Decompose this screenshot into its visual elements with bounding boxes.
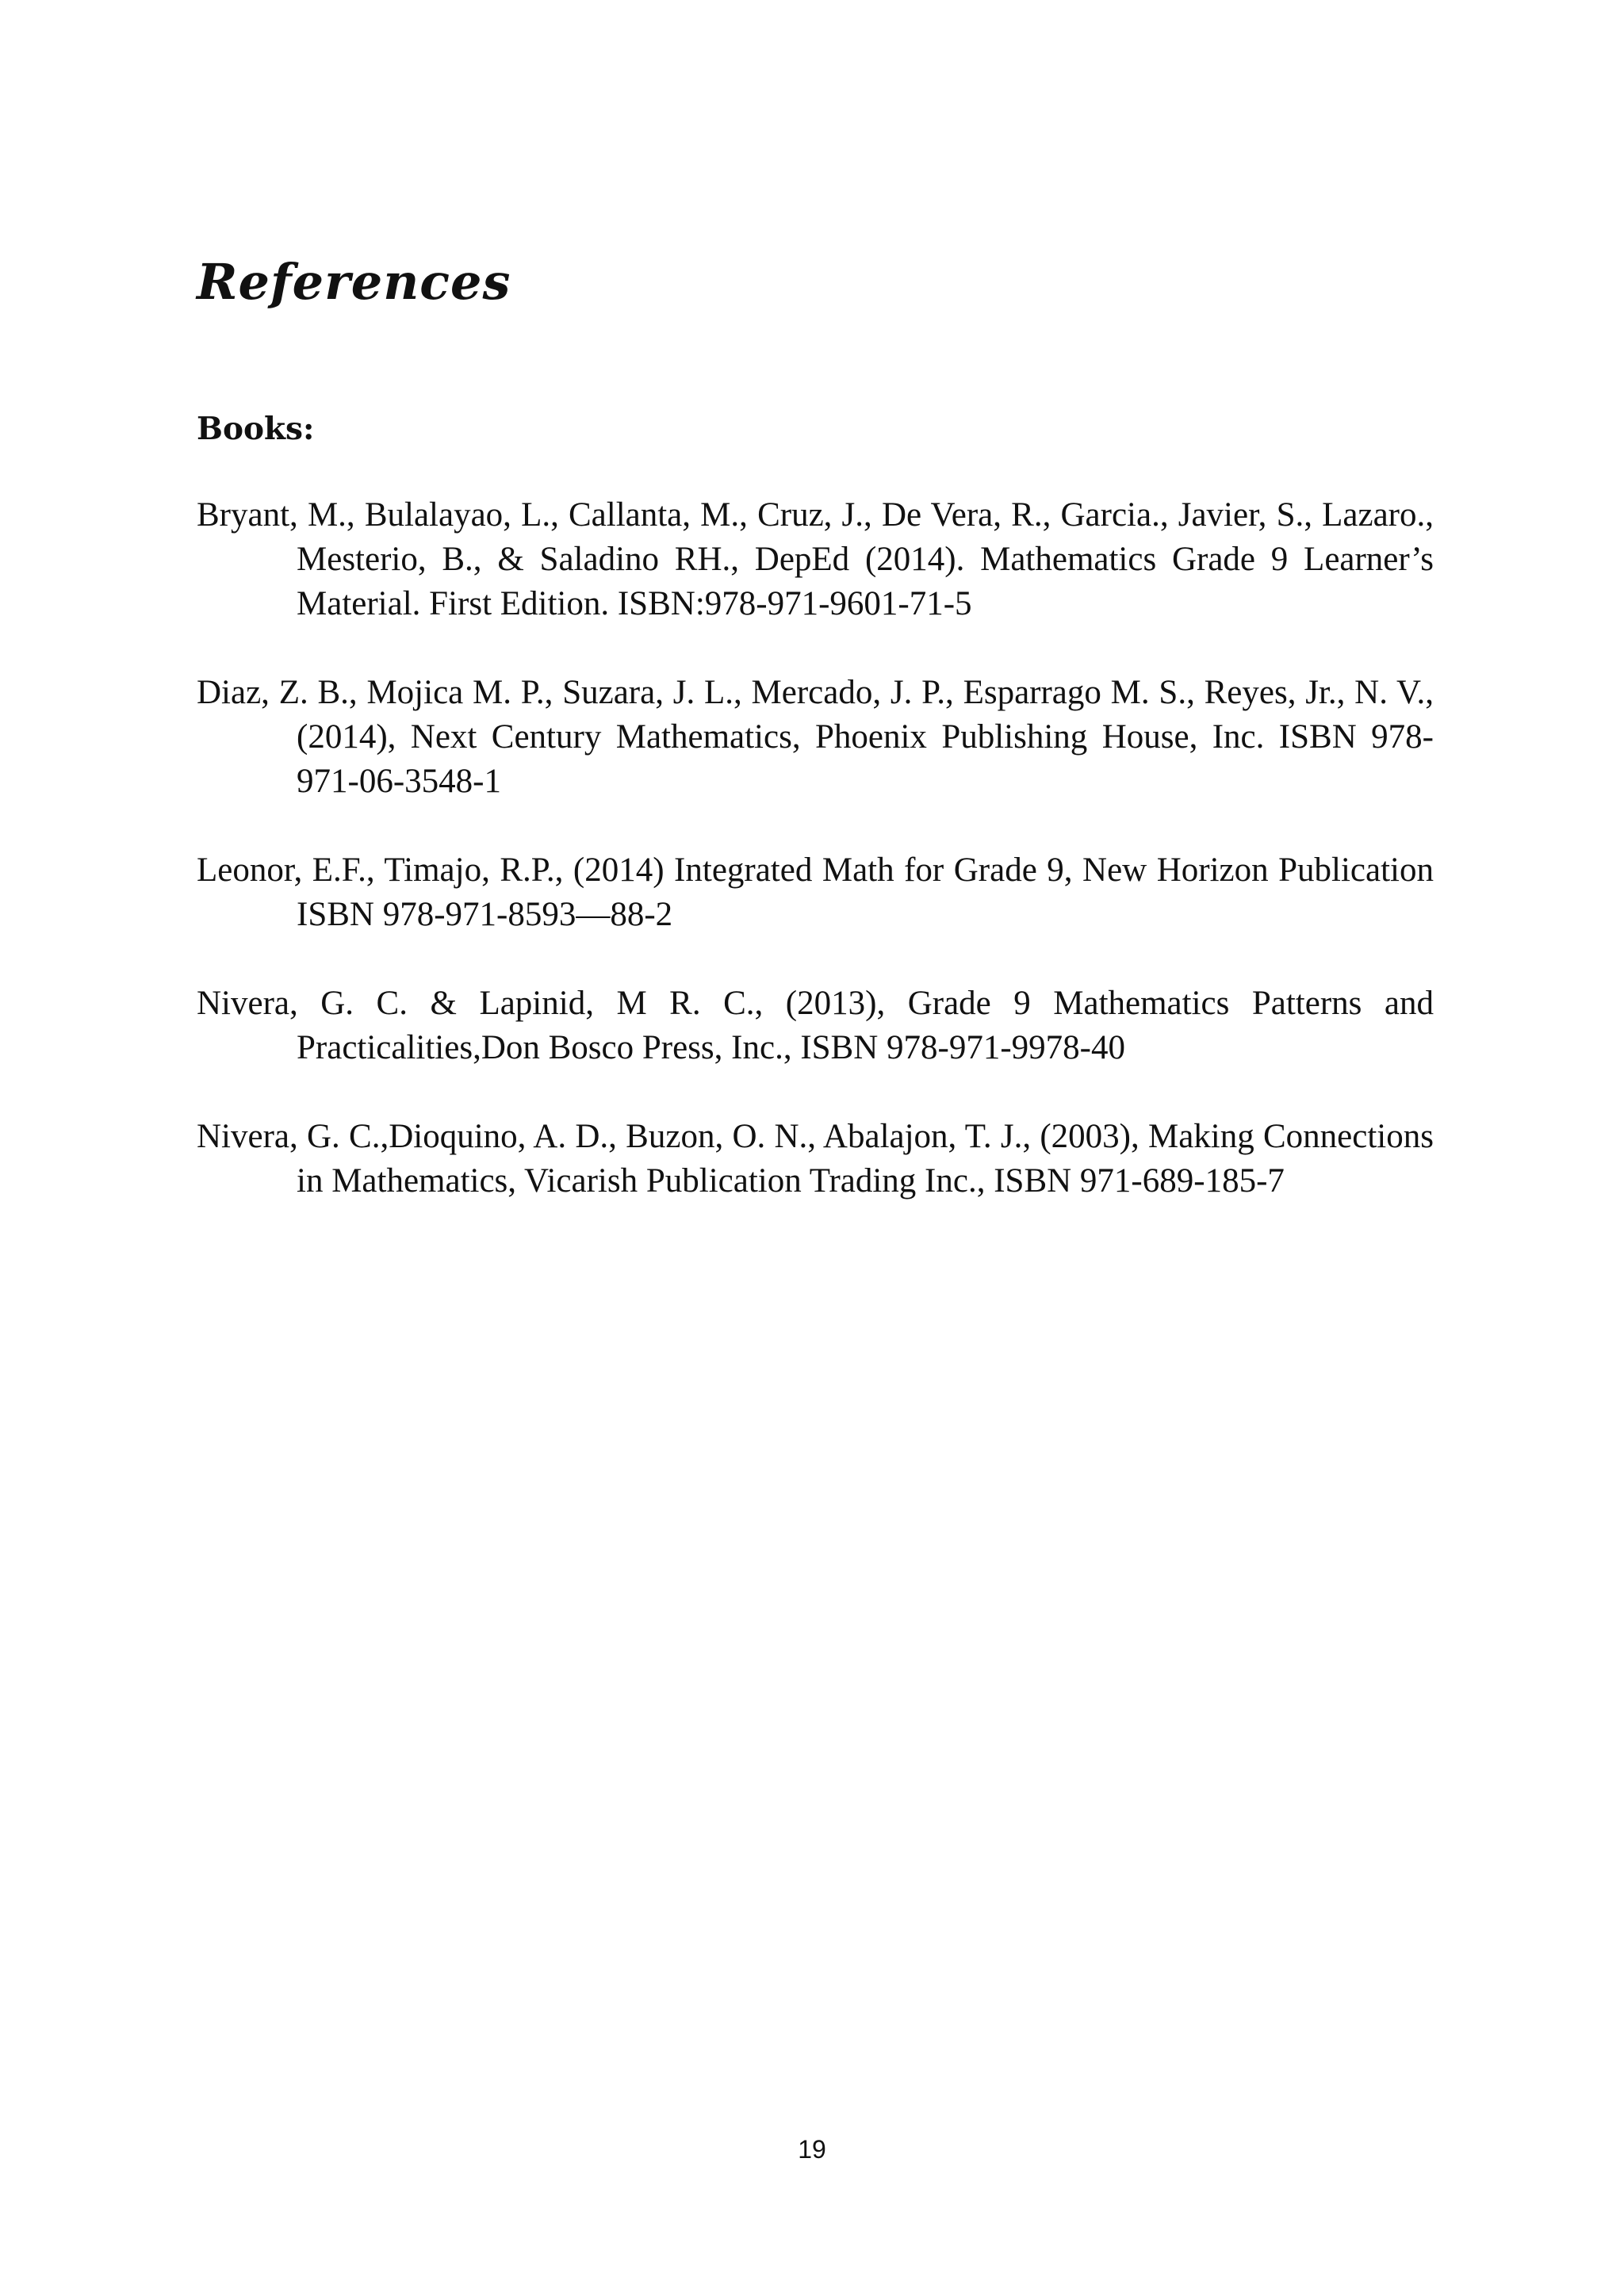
reference-item-bryant: Bryant, M., Bulalayao, L., Callanta, M., Cruz, J., De Vera, R., Garcia., Javier, S., Lazaro., Mesterio, B., & Saladino RH., DepEd (2014). Mathematics Grade 9 Learner’s Material. First Edition. ISBN:978-971-9601-71-5 [197, 496, 1434, 622]
page-title: References [197, 253, 511, 311]
reference-list [197, 493, 1434, 1248]
reference-item-nivera-lapinid: Nivera, G. C. & Lapinid, M R. C., (2013), Grade 9 Mathematics Patterns and Practicalities,Don Bosco Press, Inc., ISBN 978-971-9978-40 [197, 985, 1434, 1066]
books-section-heading: Books: [197, 411, 315, 447]
reference-item-leonor: Leonor, E.F., Timajo, R.P., (2014) Integrated Math for Grade 9, New Horizon Publication ISBN 978-971-8593—88-2 [197, 851, 1434, 933]
reference-item-diaz: Diaz, Z. B., Mojica M. P., Suzara, J. L., Mercado, J. P., Esparrago M. S., Reyes, Jr., N. V.,(2014), Next Century Mathematics, Phoenix Publishing House, Inc. ISBN 978-971-06-3548-1 [197, 674, 1434, 800]
reference-item-nivera-dioquino: Nivera, G. C.,Dioquino, A. D., Buzon, O. N., Abalajon, T. J., (2003), Making Connections in Mathematics, Vicarish Publication Trading Inc., ISBN 971-689-185-7 [197, 1118, 1434, 1200]
page-number: 19 [798, 2135, 826, 2164]
